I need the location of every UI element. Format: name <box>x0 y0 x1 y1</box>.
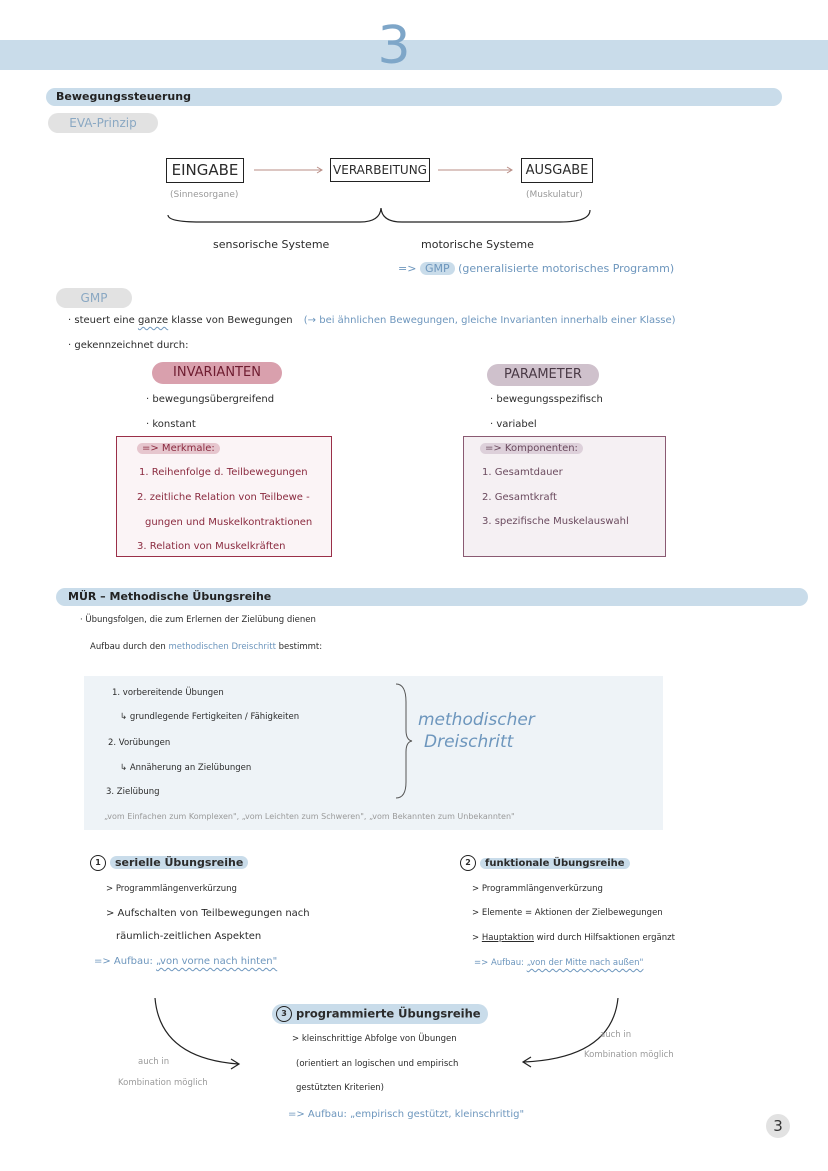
combo-left-2: Kombination möglich <box>118 1078 208 1088</box>
serial-item-2: > Aufschalten von Teilbewegungen nach <box>106 908 310 919</box>
merkmale-label <box>137 443 220 454</box>
page-number-top: 3 <box>377 16 411 76</box>
eingabe-box: EINGABE <box>166 158 244 183</box>
serial-aufbau-value: „von vorne nach hinten" <box>156 956 278 967</box>
parameter-title: PARAMETER <box>487 364 599 386</box>
prog-aufbau: => Aufbau: „empirisch gestützt, kleinschrittig" <box>288 1109 525 1120</box>
gmp-long: (generalisierte motorisches Programm) <box>458 262 675 275</box>
verarbeitung-box: VERARBEITUNG <box>330 158 430 182</box>
dreischritt-label-1: methodischer <box>418 710 535 730</box>
ausgabe-box: AUSGABE <box>521 158 593 183</box>
komponente-1: 1. Gesamtdauer <box>482 467 563 478</box>
section-title-bewegungssteuerung: Bewegungssteuerung <box>46 88 782 106</box>
mur-line-2 <box>90 642 322 652</box>
prog-item-1: > kleinschrittige Abfolge von Übungen <box>292 1034 457 1044</box>
gmp-arrow: => <box>398 262 417 275</box>
mur-line-2-a: Aufbau durch den <box>90 642 166 652</box>
step-1: 1. vorbereitende Übungen <box>112 688 224 698</box>
gmp-line-1-a: · steuert eine <box>68 315 135 326</box>
combo-right-1: auch in <box>600 1030 632 1040</box>
serial-number-circle: 1 <box>90 855 106 871</box>
func-aufbau <box>474 958 643 968</box>
dreischritt-panel <box>84 676 663 830</box>
step-3: 3. Zielübung <box>106 787 160 797</box>
gmp-line-1-c: klasse von Bewegungen <box>171 315 293 326</box>
gmp-line-1-note: (→ bei ähnlichen Bewegungen, gleiche Invarianten innerhalb einer Klasse) <box>303 315 676 326</box>
merkmale-box <box>116 436 332 557</box>
combo-right-2: Kombination möglich <box>584 1050 674 1060</box>
combo-left-1: auch in <box>138 1057 170 1067</box>
page-number-bottom: 3 <box>766 1114 790 1138</box>
prog-item-2: (orientiert an logischen und empirisch <box>296 1059 459 1069</box>
eingabe-subtitle: (Sinnesorgane) <box>170 190 239 200</box>
mur-line-2-c: bestimmt: <box>278 642 323 652</box>
curly-brace <box>168 208 590 222</box>
parameter-item-2: · variabel <box>490 419 537 430</box>
komponenten-box <box>463 436 666 557</box>
gmp-line-1-ganze: ganze <box>137 315 169 326</box>
func-item-3-c: wird durch Hilfsaktionen ergänzt <box>533 933 675 943</box>
parameter-item-1: · bewegungsspezifisch <box>490 394 603 405</box>
func-aufbau-label: => Aufbau: <box>474 958 524 968</box>
komponente-3: 3. spezifische Muskelauswahl <box>482 516 629 527</box>
sensor-label: sensorische Systeme <box>213 238 330 251</box>
func-item-3-a: > <box>472 933 482 943</box>
arrow-left-curve <box>155 998 238 1064</box>
dreischritt-quote: „vom Einfachen zum Komplexen", „vom Leichten zum Schweren", „vom Bekannten zum Unbekannten" <box>104 812 515 821</box>
func-number-circle: 2 <box>460 855 476 871</box>
motor-label: motorische Systeme <box>421 238 534 251</box>
step-1-sub: ↳ grundlegende Fertigkeiten / Fähigkeiten <box>120 712 300 722</box>
func-aufbau-value: „von der Mitte nach außen" <box>526 958 644 968</box>
serial-aufbau <box>94 956 277 967</box>
dreischritt-label-2: Dreischritt <box>424 732 514 752</box>
eva-arrows-and-braces <box>0 0 828 300</box>
prog-number-circle: 3 <box>276 1006 292 1022</box>
merkmal-3: 3. Relation von Muskelkräften <box>137 541 286 552</box>
invarianten-item-2: · konstant <box>146 419 196 430</box>
gmp-pill: GMP <box>56 288 132 308</box>
gmp-line-2: · gekennzeichnet durch: <box>68 340 189 351</box>
merkmale-label-text: => Merkmale: <box>137 443 220 454</box>
mur-line-1: · Übungsfolgen, die zum Erlernen der Zielübung dienen <box>80 615 316 625</box>
prog-heading <box>276 1006 481 1022</box>
dreischritt-brace <box>392 682 416 800</box>
merkmal-2: 2. zeitliche Relation von Teilbewe - <box>137 492 310 503</box>
func-item-1: > Programmlängenverkürzung <box>472 884 603 894</box>
serial-item-1: > Programmlängenverkürzung <box>106 884 237 894</box>
eva-pill: EVA-Prinzip <box>48 113 158 133</box>
invarianten-item-1: · bewegungsübergreifend <box>146 394 275 405</box>
gmp-definition <box>398 262 674 275</box>
komponenten-label <box>480 443 583 454</box>
serial-item-3: räumlich-zeitlichen Aspekten <box>116 931 262 942</box>
func-heading <box>460 855 630 871</box>
prog-title: programmierte Übungsreihe <box>296 1006 481 1021</box>
section-title-mur: MÜR – Methodische Übungsreihe <box>56 588 808 606</box>
prog-item-3: gestützten Kriterien) <box>296 1083 385 1093</box>
ausgabe-subtitle: (Muskulatur) <box>526 190 583 200</box>
invarianten-title: INVARIANTEN <box>152 362 282 384</box>
step-2-sub: ↳ Annäherung an Zielübungen <box>120 763 252 773</box>
gmp-abbr: GMP <box>420 262 455 275</box>
func-title: funktionale Übungsreihe <box>480 858 630 869</box>
serial-title: serielle Übungsreihe <box>110 856 248 869</box>
serial-aufbau-label: => Aufbau: <box>94 956 153 967</box>
merkmal-1: 1. Reihenfolge d. Teilbewegungen <box>139 467 308 478</box>
step-2: 2. Vorübungen <box>108 738 171 748</box>
komponente-2: 2. Gesamtkraft <box>482 492 557 503</box>
func-item-3 <box>472 933 675 943</box>
func-item-2: > Elemente = Aktionen der Zielbewegungen <box>472 908 663 918</box>
komponenten-label-text: => Komponenten: <box>480 443 583 454</box>
func-item-3-hauptaktion: Hauptaktion <box>481 933 534 943</box>
gmp-line-1 <box>68 315 676 326</box>
mur-line-2-dreischritt: methodischen Dreischritt <box>168 642 276 652</box>
merkmal-2-cont: gungen und Muskelkontraktionen <box>145 517 313 528</box>
serial-heading <box>90 855 248 871</box>
